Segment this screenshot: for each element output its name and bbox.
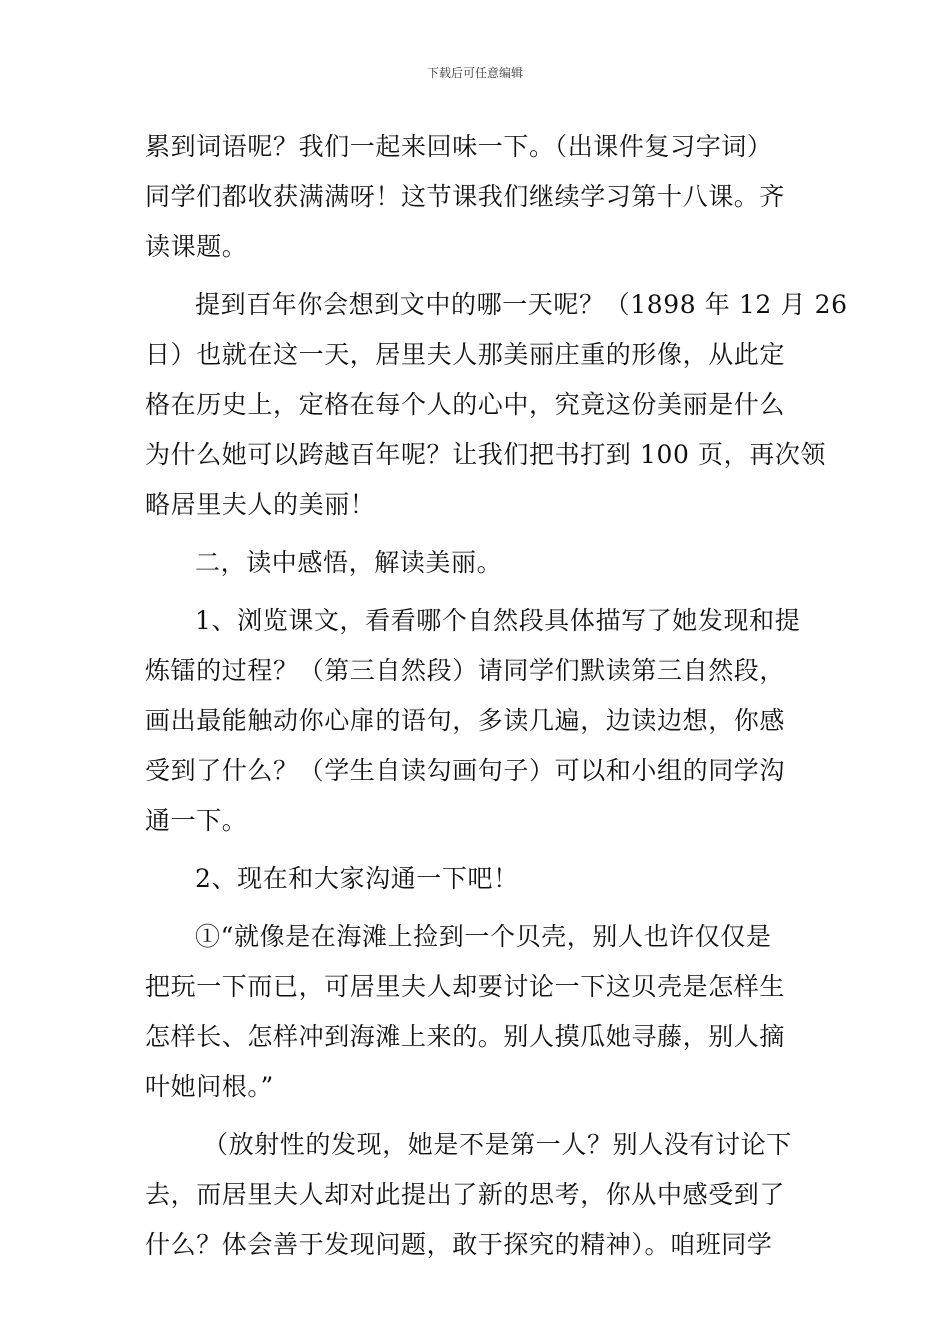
paragraph-line: 日）也就在这一天，居里夫人那美丽庄重的形像，从此定 — [145, 340, 786, 369]
document-body — [145, 122, 848, 1270]
quote-line: 把玩一下而已，可居里夫人却要讨论一下这贝壳是怎样生 — [145, 972, 786, 1001]
quote-line: 叶她问根。” — [145, 1072, 274, 1101]
paragraph-line: 同学们都收获满满呀！这节课我们继续学习第十八课。齐 — [145, 182, 786, 211]
paragraph-line: 炼镭的过程？（第三自然段）请同学们默读第三自然段， — [145, 656, 786, 685]
paragraph-line: 略居里夫人的美丽！ — [145, 490, 376, 519]
paragraph-line: 累到词语呢？我们一起来回味一下。（出课件复习字词） — [145, 132, 773, 161]
section-heading: 二，读中感悟，解读美丽。 — [195, 548, 503, 577]
paragraph-line: 提到百年你会想到文中的哪一天呢？（1898 年 12 月 26 — [195, 290, 848, 319]
page-header: 下载后可任意编辑 — [426, 66, 523, 80]
paragraph-line: 画出最能触动你心扉的语句，多读几遍，边读边想，你感 — [145, 706, 786, 735]
paragraph-line: 格在历史上，定格在每个人的心中，究竟这份美丽是什么 — [145, 390, 786, 419]
paragraph-line: 去，而居里夫人却对此提出了新的思考，你从中感受到了 — [145, 1180, 786, 1209]
paragraph-line: 读课题。 — [145, 232, 248, 261]
quote-line: 怎样长、怎样冲到海滩上来的。别人摸瓜她寻藤，别人摘 — [145, 1022, 786, 1051]
paragraph-line: （放射性的发现，她是不是第一人？别人没有讨论下 — [203, 1130, 792, 1159]
paragraph-line: 受到了什么？（学生自读勾画句子）可以和小组的同学沟 — [145, 756, 786, 785]
paragraph-line: 什么？体会善于发现问题，敢于探究的精神）。咱班同学 — [145, 1230, 773, 1259]
paragraph-line: 为什么她可以跨越百年呢？让我们把书打到 100 页，再次领 — [145, 440, 827, 469]
quote-line: ①“就像是在海滩上捡到一个贝壳，别人也许仅仅是 — [195, 922, 772, 951]
paragraph-line: 通一下。 — [145, 806, 248, 835]
paragraph-line: 1、浏览课文，看看哪个自然段具体描写了她发现和提 — [195, 606, 801, 635]
paragraph-line: 2、现在和大家沟通一下吧！ — [195, 864, 519, 893]
